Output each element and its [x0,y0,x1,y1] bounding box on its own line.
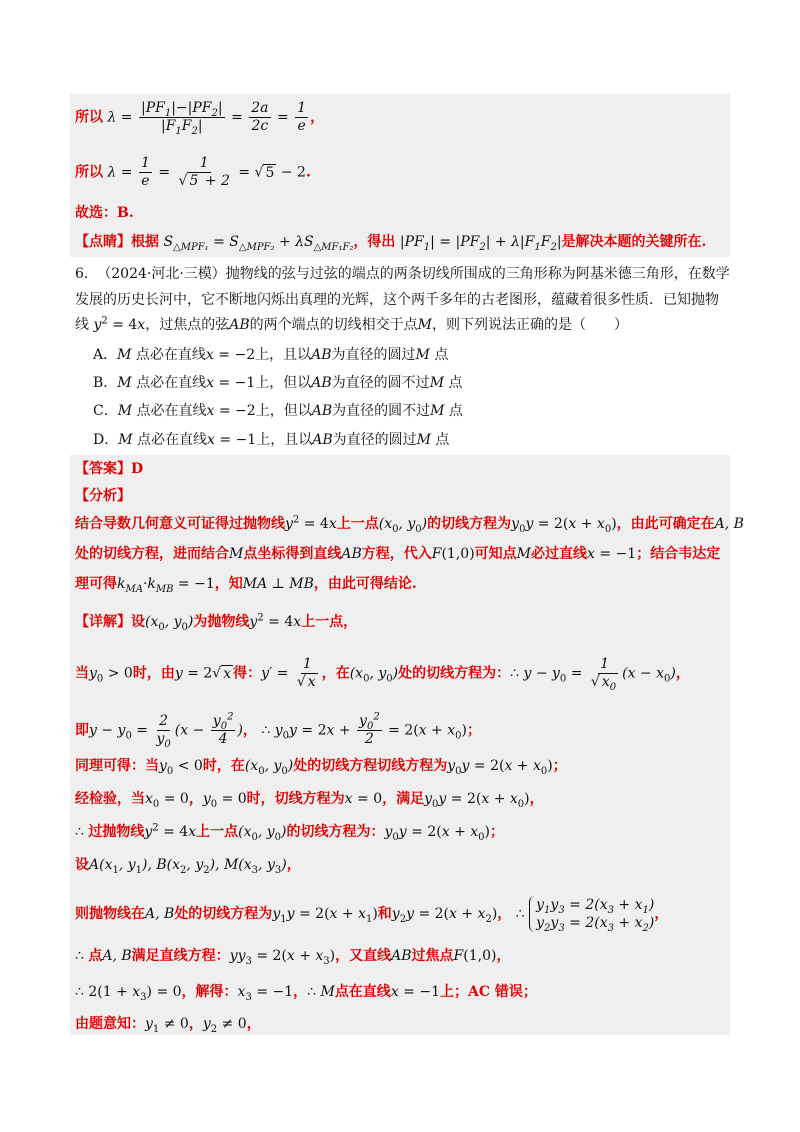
detail-line-11: 由题意知：$y_1 \ne 0$，$y_2 \ne 0$， [75,1016,261,1035]
formula-lambda-value: 所以 λ = $\frac{1}{e}$ = $\frac{1}{√ 5 + 2}$ = √ 5 − 2. [75,155,311,189]
detail-line-9: ∴ 点A, B满足直线方程：$yy_3 = 2(x + x_3)$，又直线AB过焦点F(1,0)， [75,948,511,967]
detail-line-1: 【详解】设($x_0$, $y_0$)为抛物线$y^2 = 4x$上一点， [75,612,358,633]
comment-line: 【点睛】根据 $S_{\triangle MPF_1} = S_{\triangle MPF_2} + \lambda S_{\triangle MF_1F_2}$，得出 $|PF_1| = |PF_2| + \lambda|F_1F_2|$是解决本题的关键所在. [75,234,707,253]
detail-line-4: 同理可得：当$y_0 < 0$时，在($x_0$, $y_0$)处的切线方程切线方程为$y_0y = 2(x + x_0)$； [75,758,567,777]
question-stem-line-3: 线 $y^2 = 4x$，过焦点的弦AB的两个端点的切线相交于点M，则下列说法正确的是（ ） [75,315,628,333]
question-stem-line-2: 发展的历史长河中，它不断地闪烁出真理的光辉，这个两千多年的古老图形，蕴藏着很多性质．已知抛物 [75,292,719,308]
detail-line-5: 经检验，当$x_0 = 0$，$y_0 = 0$时，切线方程为x = 0，满足$y_0y = 2(x + x_0)$， [75,791,544,810]
option-b[interactable]: B．M 点必在直线x = −1上，但以AB为直径的圆不过M 点 [93,375,463,391]
formula-lambda-ratio: 所以 λ = $\frac{|PF_1|-|PF_2|}{|F_1F_2|}$ = $\frac{2a}{2c}$ = $\frac{1}{e}$ ， [75,100,325,137]
detail-line-6: ∴ 过抛物线$y^2 = 4x$上一点($x_0$, $y_0$)的切线方程为：$y_0y = 2(x + x_0)$； [75,822,504,843]
detail-line-3: 即$y - y_0$ = $\frac{2}{y_0}$ (x − $\frac{y_0^2}{4}$ )， ∴ $y_0y = 2x$ + $\frac{y_0^2}{2}$ = $2(x + x_0)$； [75,711,481,750]
analysis-tag: 【分析】 [75,488,131,504]
choice-line: 故选：B. [75,205,134,221]
option-c[interactable]: C．M 点必在直线x = −2上，但以AB为直径的圆不过M 点 [93,403,463,419]
analysis-line-3: 理可得$k_{MA}\cdot k_{MB} = -1$，知MA ⊥ MB，由此可得结论. [75,576,417,595]
analysis-line-1: 结合导数几何意义可证得过抛物线$y^2 = 4x$上一点($x_0$, $y_0$)的切线方程为$y_0y = 2(x + x_0)$，由此可确定在A, B [75,514,744,535]
answer-line: 【答案】D [75,461,144,477]
detail-line-7: 设$A(x_1$, $y_1$), $B(x_2$, $y_2$), $M(x_3$, $y_3$)， [75,857,301,876]
detail-line-8: 则抛物线在A, B处的切线方程为$y_1y = 2(x + x_1)$和$y_2y = 2(x + x_2)$， ∴ $y_1y_3 = 2(x_3 + x_1)$ $y_2y_3 = 2(x_3 + x_2)$ ， [75,897,669,934]
analysis-line-2: 处的切线方程，进而结合M点坐标得到直线AB方程，代入F(1,0)可知点M必过直线x = −1；结合韦达定 [75,546,721,562]
detail-line-2: 当$y_0 > 0$时，由y = 2√ x 得：y′ = $\frac{1}{√ x}$ ，在($x_0$, $y_0$)处的切线方程为：∴ $y - y_0$ = $\frac{1}{√ x_0}$ $(x - x_0)$， [75,656,690,693]
question-stem-line-1: 6. （2024·河北·三模）抛物线的弦与过弦的端点的两条切线所围成的三角形称为阿基米德三角形，在数学 [75,266,730,282]
detail-line-10: ∴ $2(1 + x_3) = 0$，解得：$x_3 = -1$，∴ M点在直线x = −1上；AC 错误； [75,984,537,1003]
option-d[interactable]: D．M 点必在直线x = −1上，且以AB为直径的圆过M 点 [93,432,450,448]
option-a[interactable]: A．M 点必在直线x = −2上，且以AB为直径的圆过M 点 [93,347,449,363]
